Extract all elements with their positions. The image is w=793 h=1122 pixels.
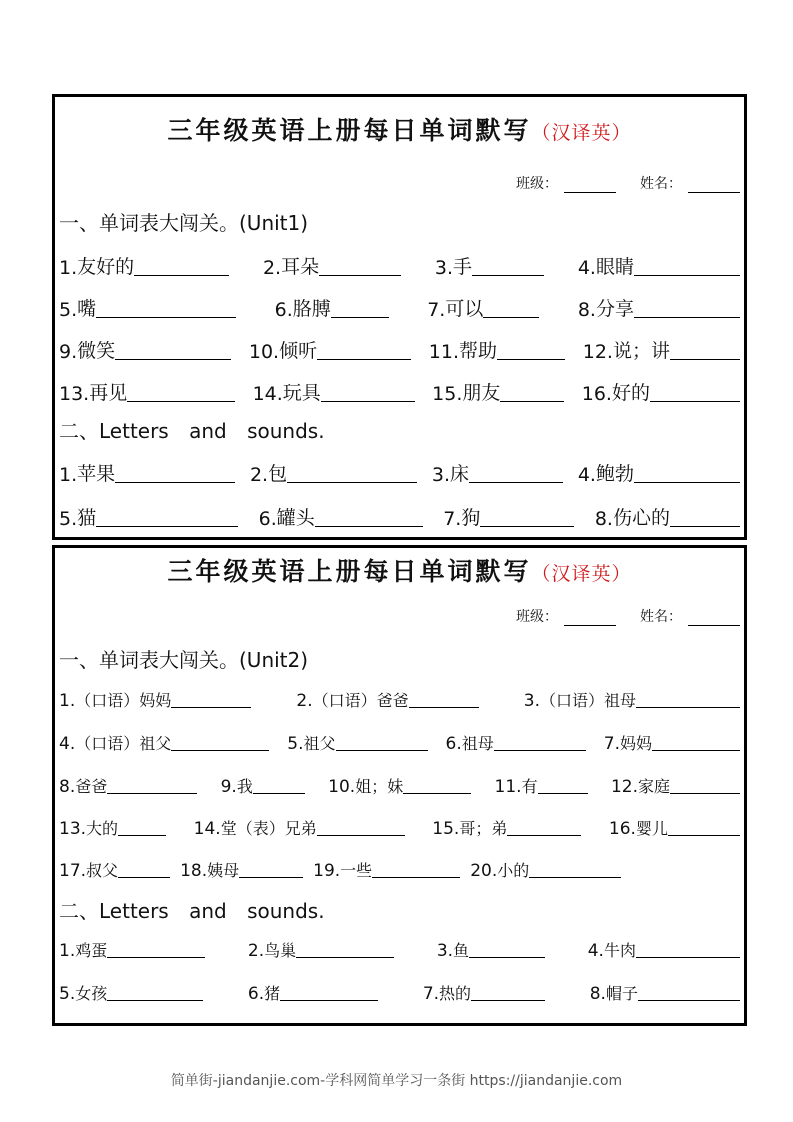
answer-blank[interactable] [107,998,203,1001]
item-number: 2. [262,257,282,279]
item-number: 5. [287,734,304,754]
exercise-item [194,816,405,839]
worksheet-unit1 [52,94,747,540]
answer-blank[interactable] [253,791,305,794]
exercise-item [59,981,203,1004]
item-number: 7. [443,508,462,530]
exercise-item [432,378,564,405]
exercise-item [275,294,389,321]
answer-blank[interactable] [107,955,205,958]
item-chinese-word: 狗 [461,507,481,529]
item-chinese-word: 嘴 [77,298,97,320]
answer-blank[interactable] [115,357,231,360]
item-number: 15. [432,383,463,405]
item-chinese-word: 好的 [611,382,650,404]
item-number: 2. [249,464,269,486]
answer-blank[interactable] [118,833,166,836]
exercise-row [59,459,740,486]
exercise-item [578,252,740,279]
exercise-item [609,816,740,839]
item-number: 2. [296,691,313,711]
answer-blank[interactable] [372,875,460,878]
item-chinese-word: 大的 [86,819,119,838]
section-letters-heading [59,415,325,444]
answer-blank[interactable] [638,998,740,1001]
item-chinese-word: 罐头 [276,507,315,529]
item-number: 20. [470,861,498,881]
answer-blank[interactable] [280,998,378,1001]
item-number: 8. [594,508,613,530]
item-number: 11. [428,341,460,363]
section-vocabulary-heading [59,644,308,673]
answer-blank[interactable] [96,315,236,318]
exercise-row [59,503,740,530]
item-chinese-word: 说；讲 [612,340,670,362]
item-chinese-word: 手 [453,256,473,278]
answer-blank[interactable] [507,833,581,836]
item-chinese-word: 朋友 [462,382,501,404]
item-chinese-word: 伤心的 [612,507,670,529]
title-text: 三年级英语上册每日单词默写 [167,557,532,586]
item-chinese-word: 一些 [340,861,373,880]
class-field[interactable] [564,611,616,626]
item-chinese-word: 帽子 [605,984,638,1003]
item-number: 11. [494,777,522,797]
exercise-item [590,981,740,1004]
exercise-item [578,294,740,321]
answer-blank[interactable] [115,480,235,483]
answer-blank[interactable] [471,998,545,1001]
title-subtitle: （汉译英） [531,563,632,585]
item-chinese-word: 鲍勃 [595,463,634,485]
worksheet-unit2 [52,545,747,1026]
exercise-item [432,816,581,839]
item-chinese-word: 玩具 [282,382,321,404]
item-chinese-word: 叔父 [86,861,119,880]
answer-blank[interactable] [321,399,415,402]
item-number: 10. [328,777,356,797]
answer-blank[interactable] [171,705,251,708]
item-chinese-word: 爸爸 [75,777,108,796]
item-chinese-word: 鸡蛋 [75,941,108,960]
exercise-item [59,858,170,881]
exercise-item [313,858,460,881]
answer-blank[interactable] [670,791,740,794]
item-number: 12. [610,777,638,797]
answer-blank[interactable] [96,524,238,527]
answer-blank[interactable] [634,273,740,276]
item-chinese-word: 祖母 [461,734,494,753]
section-title: Letters and sounds. [99,419,325,443]
exercise-row [59,252,740,279]
exercise-row [59,336,740,363]
item-number: 13. [59,383,90,405]
item-number: 7. [427,299,446,321]
answer-blank[interactable] [134,273,229,276]
item-chinese-word: 我 [236,777,253,796]
answer-blank[interactable] [317,357,411,360]
answer-blank[interactable] [319,273,401,276]
exercise-item [604,731,740,754]
item-chinese-word: （口语）祖母 [539,691,636,710]
class-label: 班级： [516,176,558,192]
item-chinese-word: 堂（表）兄弟 [220,819,317,838]
section-prefix: 二、 [59,419,99,443]
item-chinese-word: 有 [521,777,538,796]
exercise-item [59,378,235,405]
section-letters-heading [59,895,325,924]
answer-blank[interactable] [483,315,539,318]
item-number: 5. [59,508,78,530]
item-chinese-word: （口语）爸爸 [312,691,409,710]
item-chinese-word: 微笑 [77,340,116,362]
item-chinese-word: 妈妈 [619,734,652,753]
item-chinese-word: 热的 [439,984,472,1003]
footer-watermark: 简单街-jiandanjie.com-学科网简单学习一条街 https://jiandanjie.com [170,1073,623,1089]
item-number: 19. [313,861,341,881]
exercise-item [248,938,394,961]
exercise-item [296,688,478,711]
answer-blank[interactable] [331,315,389,318]
exercise-item [59,503,238,530]
exercise-item [443,503,574,530]
item-number: 14. [252,383,283,405]
exercise-item [583,336,740,363]
item-number: 17. [59,861,87,881]
item-number: 14. [193,819,221,839]
name-label: 姓名： [640,176,682,192]
section-vocabulary-heading [59,207,308,236]
item-chinese-word: 姐；妹 [355,777,404,796]
answer-blank[interactable] [403,791,471,794]
student-info [516,173,740,193]
exercise-item [221,774,305,797]
item-number: 3. [523,691,540,711]
exercise-item [59,294,236,321]
item-chinese-word: 婴儿 [635,819,668,838]
answer-blank[interactable] [118,875,170,878]
answer-blank[interactable] [336,748,428,751]
answer-blank[interactable] [652,748,740,751]
item-number: 5. [59,984,76,1004]
exercise-item [259,503,423,530]
section-prefix: 一、单词表大闯关。 [59,211,239,235]
exercise-item [59,938,205,961]
answer-blank[interactable] [317,833,405,836]
exercise-item [249,336,411,363]
item-number: 4. [577,257,596,279]
exercise-item [253,378,415,405]
item-number: 18. [180,861,208,881]
exercise-item [248,981,378,1004]
item-chinese-word: 再见 [89,382,128,404]
name-label: 姓名： [640,609,682,625]
item-chinese-word: （口语）祖父 [75,734,172,753]
title-text: 三年级英语上册每日单词默写 [167,116,532,145]
exercise-row [59,858,740,881]
exercise-item [432,459,563,486]
exercise-row [59,294,740,321]
item-chinese-word: 哥；弟 [459,819,508,838]
answer-blank[interactable] [469,955,545,958]
exercise-item [437,938,545,961]
exercise-item [59,731,269,754]
exercise-item [582,378,740,405]
exercise-item [59,252,229,279]
item-chinese-word: 分享 [595,298,634,320]
answer-blank[interactable] [538,791,588,794]
item-chinese-word: 祖父 [303,734,336,753]
item-number: 6. [258,508,277,530]
item-number: 1. [59,941,76,961]
exercise-item [435,252,544,279]
answer-blank[interactable] [315,524,423,527]
unit-label: (Unit2) [239,648,309,672]
item-number: 13. [59,819,87,839]
exercise-item [524,688,740,711]
item-chinese-word: 鱼 [453,941,470,960]
exercise-row [59,688,740,711]
item-number: 2. [247,941,265,961]
answer-blank[interactable] [494,748,586,751]
exercise-item [180,858,303,881]
exercise-item [470,858,621,881]
section-title: Letters and sounds. [99,899,325,923]
item-chinese-word: 胳膊 [292,298,331,320]
item-number: 4. [587,941,604,961]
item-chinese-word: 友好的 [77,256,135,278]
item-number: 6. [445,734,462,754]
item-number: 3. [434,257,454,279]
class-field[interactable] [564,178,616,193]
item-chinese-word: （口语）妈妈 [75,691,172,710]
item-chinese-word: 苹果 [77,463,116,485]
item-number: 1. [59,464,78,486]
item-chinese-word: 床 [450,463,470,485]
item-chinese-word: 猪 [264,984,281,1003]
item-number: 8. [577,299,596,321]
item-chinese-word: 可以 [445,298,484,320]
answer-blank[interactable] [636,955,740,958]
item-number: 12. [582,341,613,363]
exercise-item [328,774,471,797]
exercise-row [59,378,740,405]
item-number: 7. [603,734,620,754]
class-label: 班级： [516,609,558,625]
item-number: 8. [59,777,76,797]
answer-blank[interactable] [634,480,740,483]
item-number: 15. [432,819,460,839]
exercise-item [59,816,166,839]
answer-blank[interactable] [296,955,394,958]
exercise-item [59,459,235,486]
exercise-item [427,294,539,321]
answer-blank[interactable] [469,480,563,483]
answer-blank[interactable] [472,273,544,276]
exercise-item [429,336,565,363]
unit-label: (Unit1) [239,211,309,235]
item-chinese-word: 帮助 [459,340,498,362]
title-subtitle: （汉译英） [531,122,632,144]
item-number: 16. [608,819,636,839]
item-chinese-word: 鸟巢 [264,941,297,960]
exercise-item [59,336,231,363]
item-number: 9. [59,341,78,363]
item-number: 9. [220,777,237,797]
item-chinese-word: 姨母 [207,861,240,880]
item-number: 16. [581,383,612,405]
answer-blank[interactable] [636,705,740,708]
exercise-item [578,459,740,486]
answer-blank[interactable] [670,524,740,527]
item-number: 4. [577,464,596,486]
section-prefix: 二、 [59,899,99,923]
item-chinese-word: 小的 [497,861,530,880]
item-number: 1. [59,257,78,279]
item-number: 8. [589,984,606,1004]
student-info [516,606,740,626]
exercise-item [59,774,197,797]
item-number: 3. [436,941,454,961]
exercise-item [287,731,427,754]
answer-blank[interactable] [127,399,235,402]
exercise-row [59,816,740,839]
exercise-item [595,503,740,530]
exercise-item [263,252,401,279]
answer-blank[interactable] [171,748,269,751]
item-number: 1. [59,691,76,711]
exercise-item [588,938,740,961]
item-chinese-word: 包 [268,463,288,485]
section-prefix: 一、单词表大闯关。 [59,648,239,672]
item-number: 3. [431,464,451,486]
answer-blank[interactable] [497,357,565,360]
item-chinese-word: 牛肉 [603,941,636,960]
exercise-row [59,731,740,754]
answer-blank[interactable] [650,399,740,402]
exercise-item [59,688,251,711]
answer-blank[interactable] [107,791,197,794]
item-number: 6. [247,984,265,1004]
exercise-item [446,731,586,754]
item-chinese-word: 耳朵 [281,256,320,278]
answer-blank[interactable] [668,833,740,836]
exercise-item [495,774,588,797]
worksheet-title [55,552,744,588]
worksheet-title [55,111,744,147]
answer-blank[interactable] [239,875,303,878]
name-field[interactable] [688,611,740,626]
answer-blank[interactable] [670,357,740,360]
item-number: 5. [59,299,78,321]
answer-blank[interactable] [529,875,621,878]
item-number: 7. [422,984,440,1004]
answer-blank[interactable] [409,705,479,708]
item-number: 4. [59,734,76,754]
exercise-item [611,774,740,797]
exercise-item [250,459,417,486]
exercise-row [59,938,740,961]
answer-blank[interactable] [287,480,417,483]
item-chinese-word: 猫 [77,507,97,529]
exercise-row [59,774,740,797]
item-chinese-word: 家庭 [637,777,670,796]
item-chinese-word: 眼睛 [595,256,634,278]
item-number: 6. [274,299,293,321]
exercise-item [423,981,545,1004]
item-chinese-word: 倾听 [279,340,318,362]
item-chinese-word: 女孩 [75,984,108,1003]
name-field[interactable] [688,178,740,193]
answer-blank[interactable] [480,524,574,527]
answer-blank[interactable] [500,399,564,402]
item-number: 10. [248,341,280,363]
answer-blank[interactable] [634,315,740,318]
exercise-row [59,981,740,1004]
